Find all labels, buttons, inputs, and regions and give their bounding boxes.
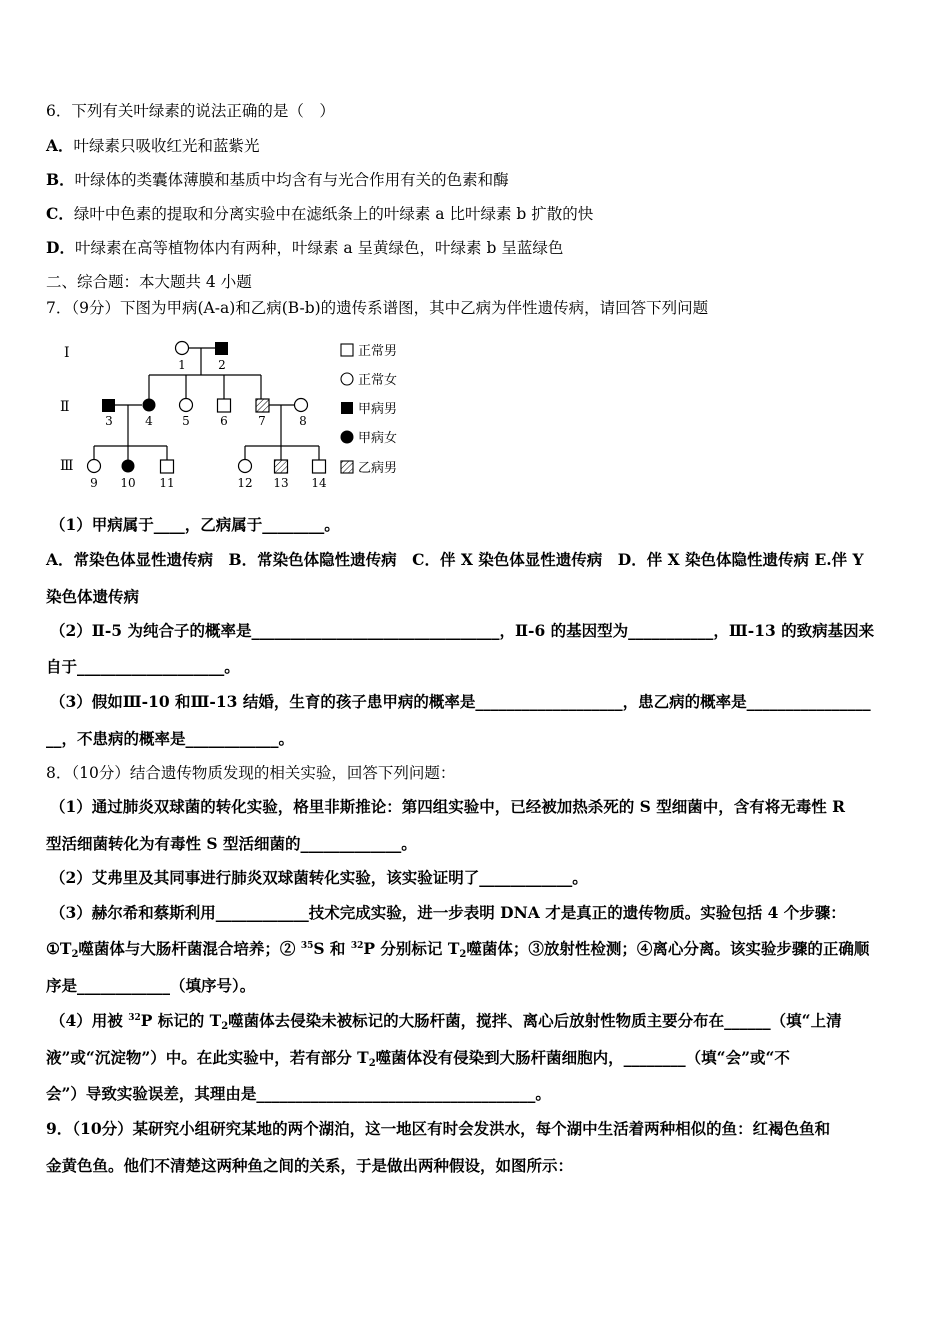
q8-part1-line2: 型活细菌转化为有毒性 S 型活细菌的_____________。 (46, 834, 417, 853)
label-13: 13 (273, 476, 289, 490)
label-7: 7 (258, 414, 266, 428)
q7-options-line2: 染色体遗传病 (46, 587, 140, 606)
individual-6 (218, 399, 231, 412)
label-9: 9 (90, 476, 98, 490)
q8-part3-line3: 序是____________（填序号）。 (46, 976, 256, 995)
legend-yi-male-icon (341, 461, 353, 473)
q8-part4-line3: 会”）导致实验误差，其理由是____________________________________。 (46, 1084, 551, 1103)
q9-line2: 金黄色鱼。他们不清楚这两种鱼之间的关系，于是做出两种假设，如图所示： (46, 1156, 574, 1175)
q7-part2-line2: 自于___________________。 (46, 657, 240, 676)
q8-part4-line1: （4）用被 $^{32}$P 标记的 $T_2$噬菌体去侵染未被标记的大肠杆菌，搅拌、离心后放射性物质主要分布在______（填“上清 (50, 1011, 842, 1032)
section-heading: 二、综合题：本大题共 4 小题 (46, 273, 252, 291)
individual-10 (122, 460, 135, 473)
q7-options-line1: A．常染色体显性遗传病 B．常染色体隐性遗传病 C．伴 X 染色体显性遗传病 D．伴 X 染色体隐性遗传病 E.伴 Y (46, 550, 864, 569)
label-2: 2 (218, 358, 226, 372)
q7-part3-line2: __，不患病的概率是____________。 (46, 729, 295, 748)
q6-option-c: C．绿叶中色素的提取和分离实验中在滤纸条上的叶绿素 a 比叶绿素 b 扩散的快 (46, 204, 594, 223)
q6-option-b: B．叶绿体的类囊体薄膜和基质中均含有与光合作用有关的色素和酶 (46, 170, 509, 189)
gen-label-2: Ⅱ (60, 399, 70, 415)
legend-jia-male-icon (341, 402, 353, 414)
individual-13 (275, 460, 288, 473)
legend-normal-male-icon (341, 344, 353, 356)
individual-3 (102, 399, 115, 412)
q8-part1-line1: （1）通过肺炎双球菌的转化实验，格里非斯推论：第四组实验中，已经被加热杀死的 S 型细菌中，含有将无毒性 R (50, 797, 846, 816)
q8-part3-line1: （3）赫尔希和蔡斯利用____________技术完成实验，进一步表明 DNA 才是真正的遗传物质。实验包括 4 个步骤： (50, 903, 846, 922)
individual-1 (176, 342, 189, 355)
label-4: 4 (145, 414, 153, 428)
gen-label-3: Ⅲ (60, 458, 74, 474)
label-5: 5 (182, 414, 190, 428)
label-1: 1 (178, 358, 186, 372)
individual-4 (143, 399, 156, 412)
pedigree-chart (40, 334, 420, 494)
label-6: 6 (220, 414, 228, 428)
individual-11 (161, 460, 174, 473)
individual-12 (239, 460, 252, 473)
individual-2 (215, 342, 228, 355)
q7-stem: 7．（9分）下图为甲病(A-a)和乙病(B-b)的遗传系谱图，其中乙病为伴性遗传病，请回答下列问题 (46, 299, 709, 317)
q8-part3-line2: $①T_2$噬菌体与大肠杆菌混合培养；② $^{35}$S 和 $^{32}$P 分别标记 $T_2$噬菌体；③放射性检测；④离心分离。该实验步骤的正确顺 (46, 939, 870, 960)
gen-label-1: Ⅰ (64, 345, 70, 361)
individual-14 (313, 460, 326, 473)
individual-9 (88, 460, 101, 473)
legend-normal-male: 正常男 (358, 344, 398, 359)
q8-part2: （2）艾弗里及其同事进行肺炎双球菌转化实验，该实验证明了____________。 (50, 868, 588, 887)
q8-part4-line2: 液”或“沉淀物”）中。在此实验中，若有部分 $T_2$噬菌体没有侵染到大肠杆菌细胞内，________（填“会”或“不 (46, 1048, 790, 1069)
q6-option-d: D．叶绿素在高等植物体内有两种，叶绿素 a 呈黄绿色，叶绿素 b 呈蓝绿色 (46, 238, 564, 257)
legend-normal-female-icon (341, 373, 353, 385)
legend-normal-female: 正常女 (358, 373, 398, 388)
label-3: 3 (105, 414, 113, 428)
label-10: 10 (120, 476, 136, 490)
q7-part3-line1: （3）假如Ⅲ-10 和Ⅲ-13 结婚，生育的孩子患甲病的概率是___________________，患乙病的概率是________________ (50, 692, 871, 711)
legend-jia-female: 甲病女 (358, 431, 398, 446)
legend-jia-male: 甲病男 (358, 402, 398, 417)
legend-jia-female-icon (341, 431, 354, 444)
q6-stem: 6．下列有关叶绿素的说法正确的是（ ） (46, 102, 335, 120)
q9-line1: 9．（10分）某研究小组研究某地的两个湖泊，这一地区有时会发洪水，每个湖中生活着两种相似的鱼：红褐色鱼和 (46, 1119, 831, 1138)
q7-part2-line1: （2）Ⅱ-5 为纯合子的概率是________________________________，Ⅱ-6 的基因型为___________，Ⅲ-13 的致病基因来 (50, 621, 875, 640)
legend-yi-male: 乙病男 (358, 461, 398, 476)
label-11: 11 (159, 476, 175, 490)
label-12: 12 (237, 476, 253, 490)
q7-part1: （1）甲病属于____，乙病属于________。 (50, 515, 340, 534)
individual-8 (295, 399, 308, 412)
individual-5 (180, 399, 193, 412)
label-14: 14 (311, 476, 327, 490)
q8-stem: 8．（10分）结合遗传物质发现的相关实验，回答下列问题： (46, 764, 456, 782)
label-8: 8 (299, 414, 307, 428)
individual-7 (256, 399, 269, 412)
q6-option-a: A．叶绿素只吸收红光和蓝紫光 (46, 136, 260, 155)
